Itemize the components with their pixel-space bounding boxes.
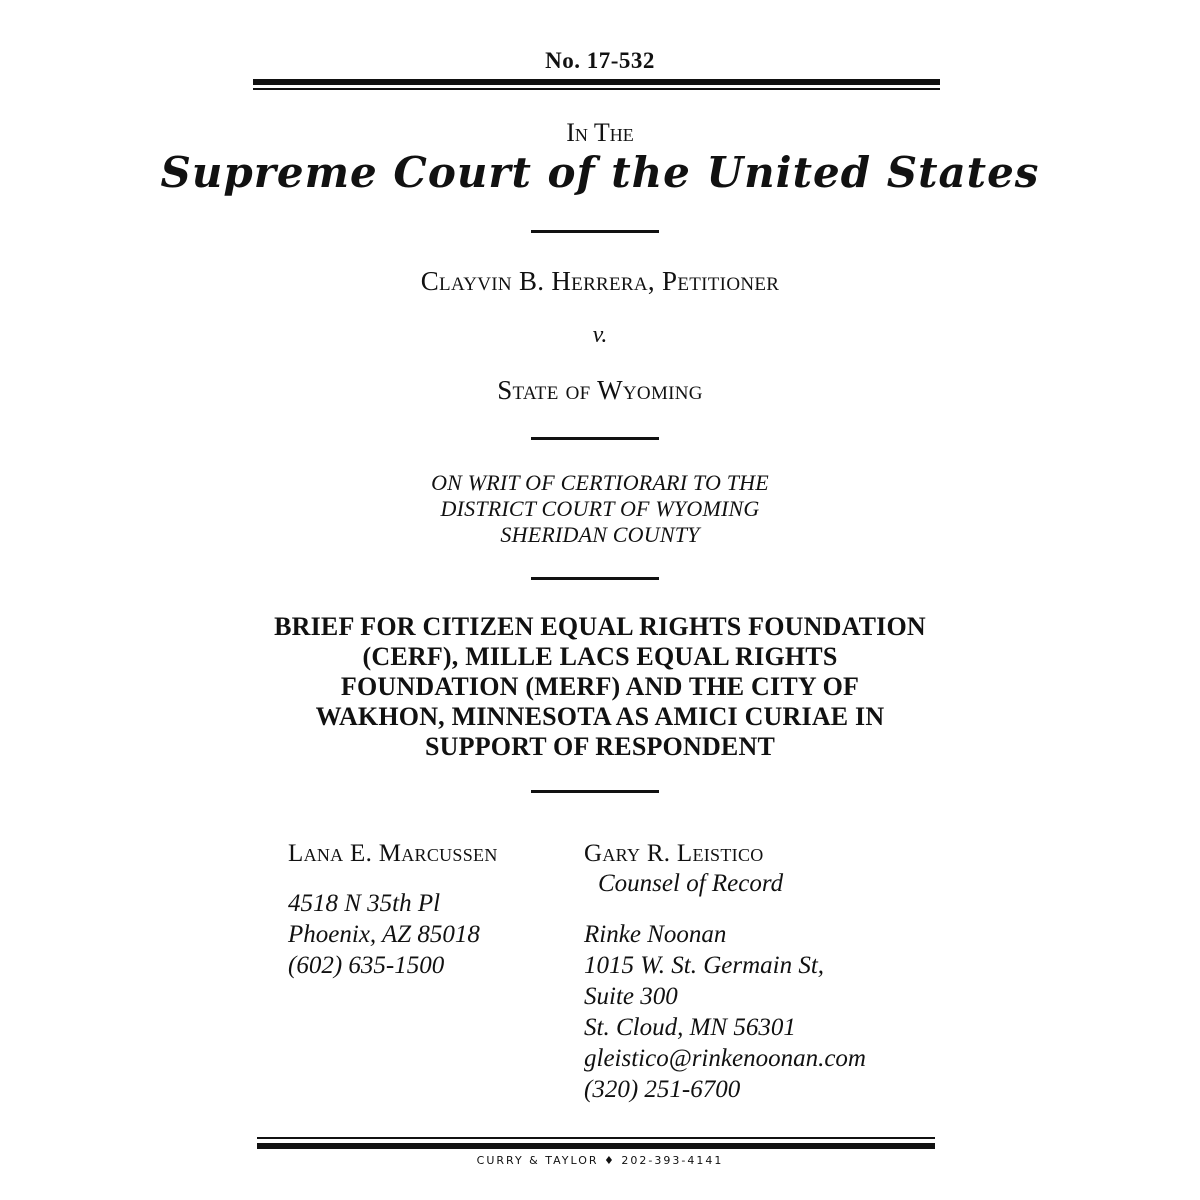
address-line: 4518 N 35th Pl [288,890,441,917]
section-divider-3 [531,577,659,580]
versus: v. [592,322,608,348]
section-divider-4 [531,790,659,793]
address-line: Suite 300 [584,983,678,1010]
footer-rule-thin [257,1137,935,1139]
counsel-left-address [288,888,480,981]
petitioner: Clayvin B. Herrera, Petitioner [420,266,780,296]
writ-line: SHERIDAN COUNTY [500,522,700,547]
header-rule-thick [253,79,940,85]
writ-description [0,470,1200,548]
court-name: Supreme Court of the United States [160,148,1040,197]
respondent: State of Wyoming [497,375,703,405]
writ-line: DISTRICT COURT OF WYOMING [440,496,760,521]
court-prefix: In The [566,118,634,147]
counsel-of-record: Counsel of Record [598,870,784,897]
brief-title-line: WAKHON, MINNESOTA AS AMICI CURIAE IN [315,702,885,731]
address-line: Phoenix, AZ 85018 [288,921,480,948]
address-line: 1015 W. St. Germain St, [584,952,825,979]
header-rule-thin [253,88,940,90]
printer-credit: CURRY & TAYLOR ♦ 202-393-4141 [476,1154,724,1167]
address-line: Rinke Noonan [584,921,727,948]
address-line: (320) 251-6700 [584,1076,741,1103]
brief-title [0,612,1200,762]
brief-title-line: FOUNDATION (MERF) AND THE CITY OF [340,672,860,701]
address-line: St. Cloud, MN 56301 [584,1014,796,1041]
section-divider-1 [531,230,659,233]
brief-title-line: BRIEF FOR CITIZEN EQUAL RIGHTS FOUNDATION [274,612,926,641]
writ-line: ON WRIT OF CERTIORARI TO THE [431,470,769,495]
email-link[interactable]: gleistico@rinkenoonan.com [584,1045,866,1072]
footer-rule-thick [257,1143,935,1149]
address-line: (602) 635-1500 [288,952,445,979]
counsel-right-address [584,919,866,1105]
brief-title-line: (CERF), MILLE LACS EQUAL RIGHTS [362,642,838,671]
section-divider-2 [531,437,659,440]
brief-title-line: SUPPORT OF RESPONDENT [425,732,775,761]
counsel-right-name: Gary R. Leistico [584,840,764,867]
docket-number: No. 17-532 [545,48,655,73]
counsel-left-name: Lana E. Marcussen [288,840,498,867]
